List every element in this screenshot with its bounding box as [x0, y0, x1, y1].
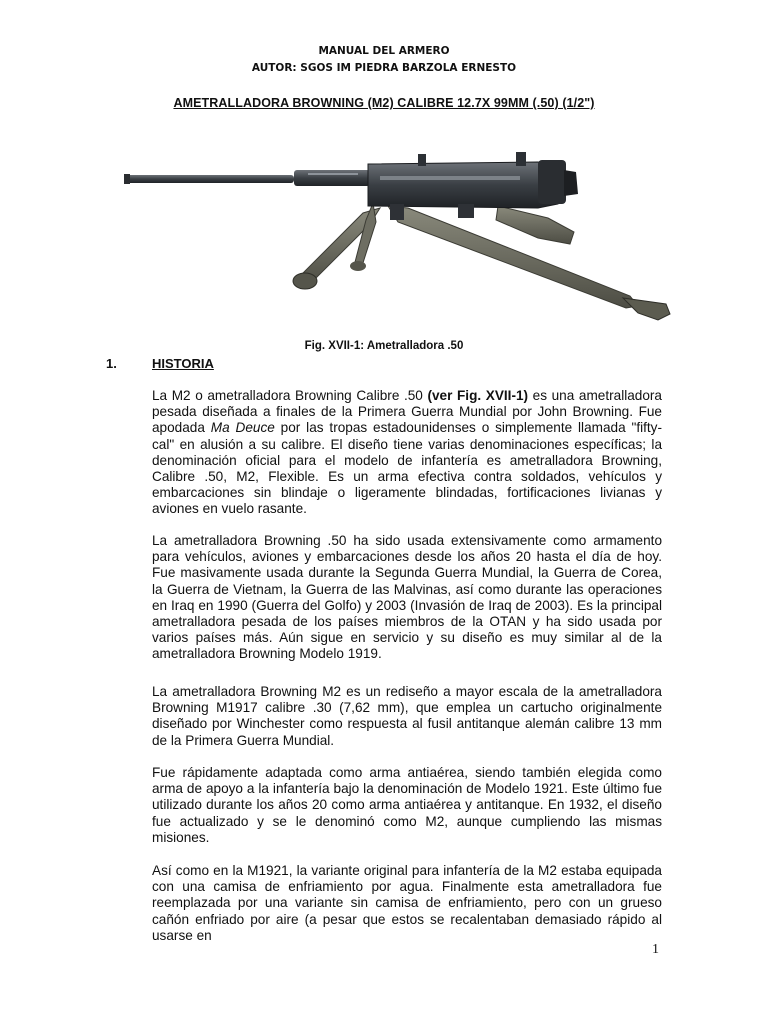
document-title: AMETRALLADORA BROWNING (M2) CALIBRE 12.7X 99MM (.50) (1/2") — [173, 96, 595, 110]
paragraph-1-text-c: es una ametralladora pesada diseñada a finales de la Primera Guerra Mundial por John Browning. Fue apodada — [152, 388, 662, 436]
paragraph-4: Fue rápidamente adaptada como arma antiaérea, siendo también elegida como arma de apoyo a la infantería bajo la denominación de Modelo 1921. Este último fue utilizado durante los años 20 como arma antiaérea y antitanque. En 1932, el diseño fue actualizado y se le denominó como M2, aunque cumpliendo las mismas misiones. — [152, 765, 662, 845]
nickname: Ma Deuce — [210, 420, 275, 436]
manual-title: MANUAL DEL ARMERO — [318, 45, 450, 57]
section-number: 1. — [106, 356, 117, 371]
section-title: HISTORIA — [152, 356, 214, 371]
machine-gun-illustration — [118, 148, 678, 333]
author-line: AUTOR: SGOS IM PIEDRA BARZOLA ERNESTO — [251, 62, 517, 74]
figure-reference: (ver Fig. XVII-1) — [427, 388, 529, 403]
paragraph-1-text-a: La M2 o ametralladora Browning Calibre .50 — [152, 388, 428, 403]
paragraph-5: Así como en la M1921, la variante original para infantería de la M2 estaba equipada con una camisa de enfriamiento por agua. Finalmente esta ametralladora fue reemplazada por una variante sin camisa de enfriamiento, pero con un grueso cañón enfriado por aire (a pesar que estos se recalentaban demasiado rápido al usarse en — [152, 863, 662, 943]
paragraph-1-text-e: por las tropas estadounidenses o simplemente llamada "fifty-cal" en alusión a su calibre. El diseño tiene varias denominaciones específicas; la denominación oficial para el modelo de infantería es ametralladora Browning, Calibre .50, M2, Flexible. Es un arma efectiva contra soldados, vehículos y embarcaciones sin blindaje o ligeramente blindadas, fortificaciones livianas y aviones en vuelo rasante. — [152, 420, 662, 517]
paragraph-3: La ametralladora Browning M2 es un rediseño a mayor escala de la ametralladora Browning M1917 calibre .30 (7,62 mm), que emplea un cartucho originalmente diseñado por Winchester como respuesta al fusil antitanque alemán calibre 13 mm de la Primera Guerra Mundial. — [152, 684, 662, 748]
paragraph-1 — [152, 388, 662, 518]
paragraph-2: La ametralladora Browning .50 ha sido usada extensivamente como armamento para vehículos, aviones y embarcaciones desde los años 20 hasta el día de hoy. Fue masivamente usada durante la Segunda Guerra Mundial, la Guerra de Corea, la Guerra de Vietnam, la Guerra de las Malvinas, así como durante las operaciones en Iraq en 1990 (Guerra del Golfo) y 2003 (Invasión de Iraq de 2003). Es la principal ametralladora pesada de los países miembros de la OTAN y ha sido usada por varios países más. Aún sigue en servicio y su diseño es muy similar al de la ametralladora Browning Modelo 1919. — [152, 533, 662, 662]
page-number: 1 — [652, 942, 659, 957]
figure-caption: Fig. XVII-1: Ametralladora .50 — [304, 340, 464, 352]
